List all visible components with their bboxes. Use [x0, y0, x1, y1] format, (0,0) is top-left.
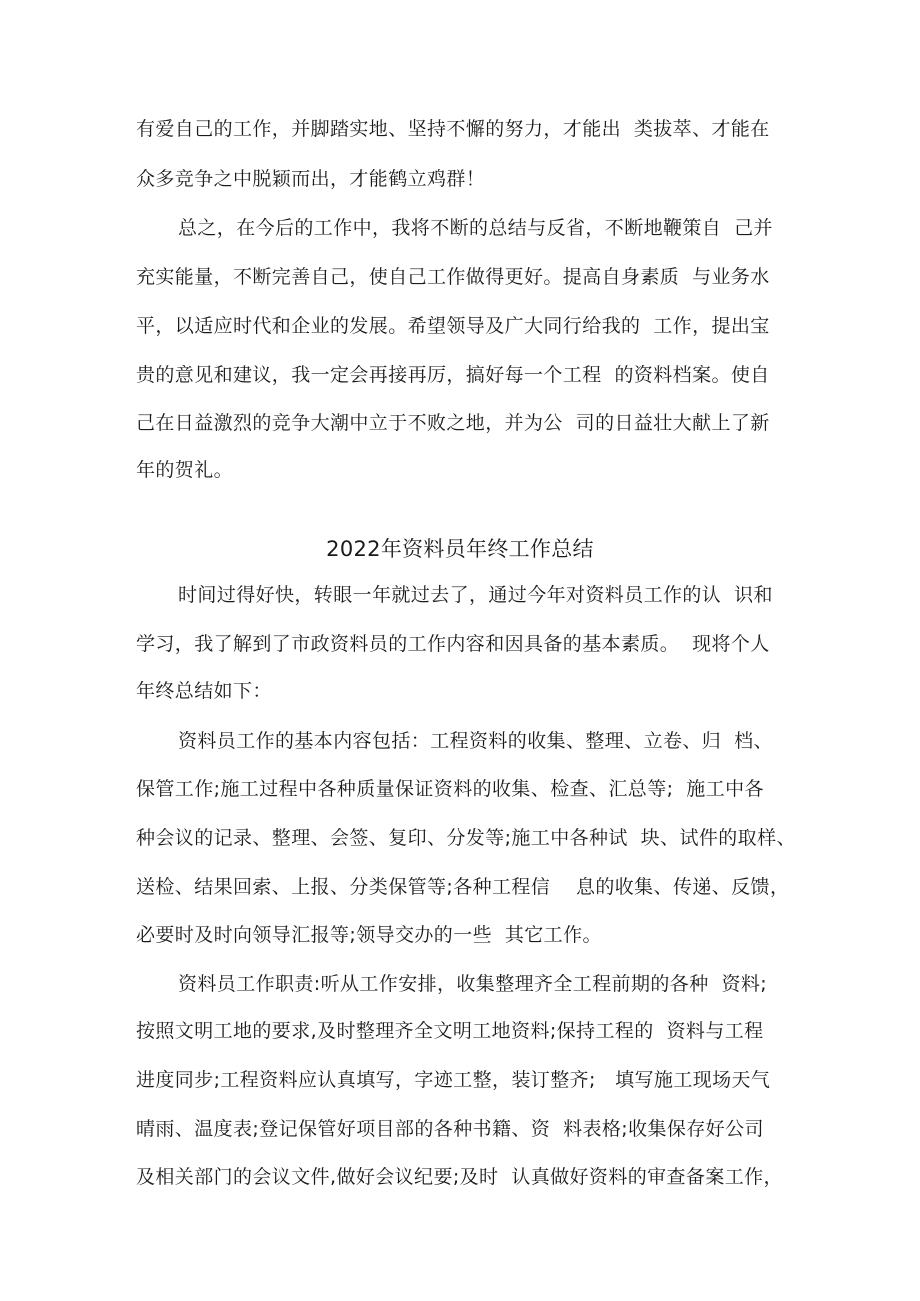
- paragraph-line: 总之，在今后的工作中，我将不断的总结与反省，不断地鞭策自 己并: [178, 217, 773, 239]
- paragraph-line: 晴雨、温度表;登记保管好项目部的各种书籍、资 料表格;收集保存好公司: [136, 1118, 764, 1140]
- paragraph-line: 资料员工作职责:听从工作安排，收集整理齐全工程前期的各种 资料;: [178, 973, 768, 995]
- paragraph-line: 资料员工作的基本内容包括：工程资料的收集、整理、立卷、归 档、: [178, 730, 773, 752]
- paragraph-line: 充实能量，不断完善自己，使自己工作做得更好。提高自身素质 与业务水: [136, 266, 770, 288]
- paragraph-line: 及相关部门的会议文件,做好会议纪要;及时 认真做好资料的审查备案工作，: [136, 1166, 783, 1188]
- paragraph-line: 年的贺礼。: [136, 459, 234, 481]
- paragraph-line: 送检、结果回索、上报、分类保管等;各种工程信 息的收集、传递、反馈，: [136, 876, 790, 898]
- paragraph-line: 平，以适应时代和企业的发展。希望领导及广大同行给我的 工作，提出宝: [136, 315, 770, 337]
- paragraph-line: 保管工作;施工过程中各种质量保证资料的收集、检查、汇总等; 施工中各: [136, 778, 764, 800]
- paragraph-line: 时间过得好快，转眼一年就过去了，通过今年对资料员工作的认 识和: [178, 584, 773, 606]
- paragraph-line: 有爱自己的工作，并脚踏实地、坚持不懈的努力，才能出 类拔萃、才能在: [136, 118, 770, 140]
- paragraph-line: 贵的意见和建议，我一定会再接再厉，搞好每一个工程 的资料档案。使自: [136, 364, 770, 386]
- paragraph-line: 进度同步;工程资料应认真填写，字迹工整，装订整齐; 填写施工现场天气: [136, 1069, 771, 1091]
- paragraph-line: 己在日益激烈的竞争大潮中立于不败之地，并为公 司的日益壮大献上了新: [136, 412, 770, 434]
- paragraph-line: 种会议的记录、整理、会签、复印、分发等;施工中各种试 块、试件的取样、: [136, 827, 796, 849]
- section-title: 2022年资料员年终工作总结: [326, 537, 594, 561]
- paragraph-line: 按照文明工地的要求,及时整理齐全文明工地资料;保持工程的 资料与工程: [136, 1020, 764, 1042]
- paragraph-line: 必要时及时向领导汇报等;领导交办的一些 其它工作。: [136, 924, 602, 946]
- paragraph-line: 学习，我了解到了市政资料员的工作内容和因具备的基本素质。 现将个人: [136, 633, 770, 655]
- paragraph-line: 众多竞争之中脱颖而出，才能鹤立鸡群！: [136, 168, 486, 190]
- paragraph-line: 年终总结如下：: [136, 680, 272, 702]
